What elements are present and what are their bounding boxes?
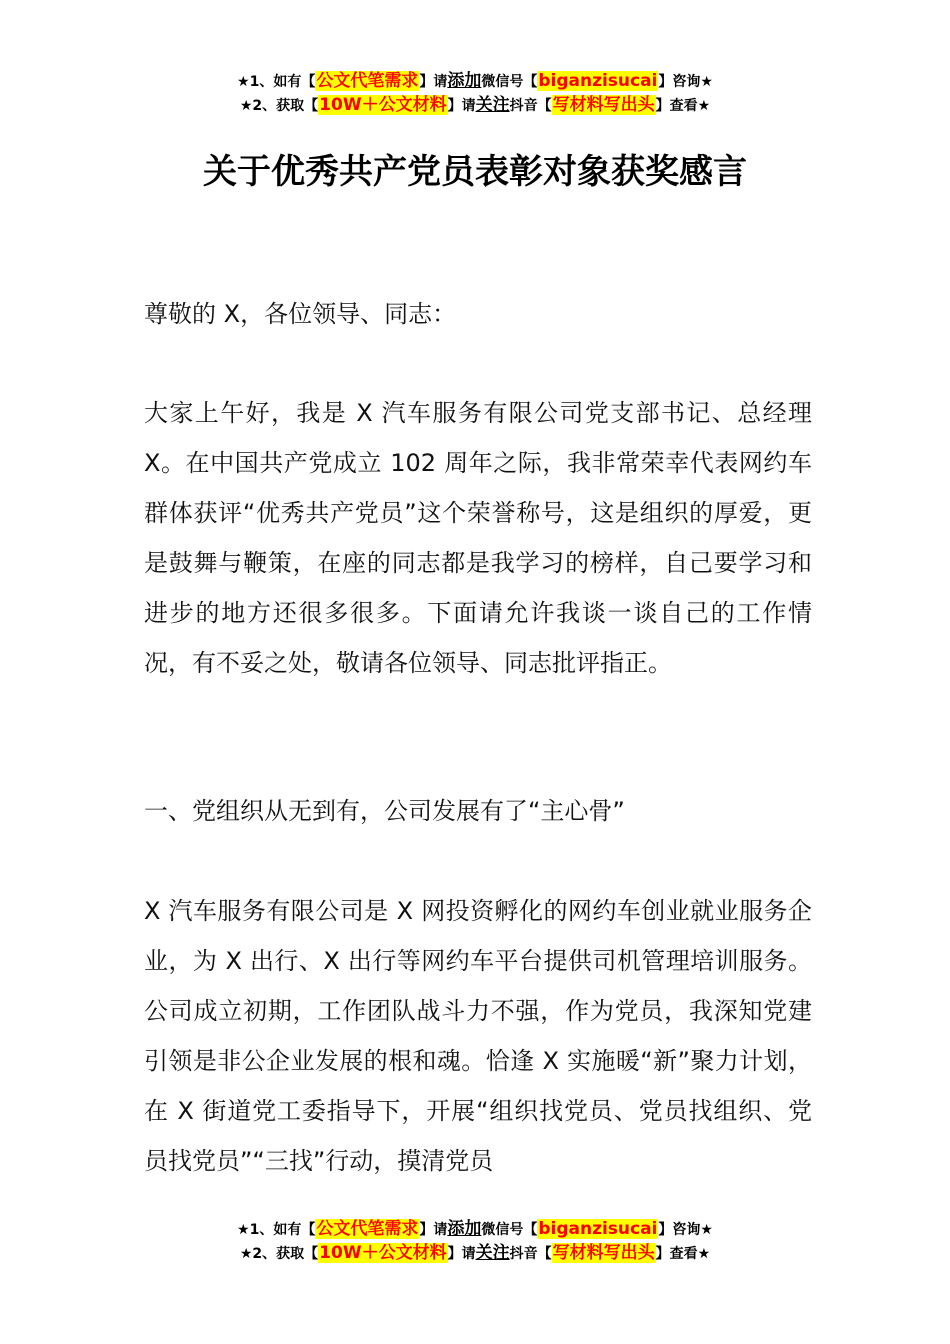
banner-text: 】请 xyxy=(447,1246,476,1262)
footer-banner xyxy=(0,1217,950,1265)
banner-text: 】请 xyxy=(419,1222,448,1238)
header-banner xyxy=(0,69,950,117)
banner-line-1 xyxy=(0,1217,950,1241)
banner-text: 】请 xyxy=(447,98,476,114)
banner-highlight-materials: 10W＋公文材料 xyxy=(319,95,447,115)
body-paragraph: X 汽车服务有限公司是 X 网投资孵化的网约车创业就业服务企业，为 X 出行、X 出行等网约车平台提供司机管理培训服务。公司成立初期，工作团队战斗力不强，作为党员，我深知党建引领是非公企业发展的根和魂。恰逢 X 实施暖“新”聚力计划，在 X 街道党工委指导下，开展“组织找党员、党员找组织、党员找党员”“三找”行动，摸清党员 xyxy=(144,897,812,1175)
banner-line-2 xyxy=(0,1241,950,1265)
banner-line-2 xyxy=(0,93,950,117)
banner-text: 微信号【 xyxy=(481,1222,538,1238)
banner-text: 】查看★ xyxy=(655,98,711,114)
intro-paragraph: 大家上午好，我是 X 汽车服务有限公司党支部书记、总经理 X。在中国共产党成立 102 周年之际，我非常荣幸代表网约车群体获评“优秀共产党员”这个荣誉称号，这是组织的厚爱，更是鼓舞与鞭策，在座的同志都是我学习的榜样，自己要学习和进步的地方还很多很多。下面请允许我谈一谈自己的工作情况，有不妥之处，敬请各位领导、同志批评指正。 xyxy=(144,399,812,677)
banner-highlight-service: 公文代笔需求 xyxy=(316,1219,419,1239)
banner-highlight-wechat: biganzisucai xyxy=(538,1219,658,1239)
banner-emphasis: 添加 xyxy=(447,1219,482,1239)
salutation-paragraph: 尊敬的 X，各位领导、同志： xyxy=(144,300,457,328)
banner-highlight-wechat: biganzisucai xyxy=(538,71,658,91)
banner-text: ★1、如有【 xyxy=(237,74,316,90)
banner-highlight-douyin: 写材料写出头 xyxy=(552,1243,655,1263)
banner-text: 抖音【 xyxy=(509,98,552,114)
banner-text: ★1、如有【 xyxy=(237,1222,316,1238)
banner-text: 】咨询★ xyxy=(658,1222,713,1238)
banner-text: 】查看★ xyxy=(655,1246,711,1262)
banner-text: 】请 xyxy=(419,74,448,90)
banner-text: 微信号【 xyxy=(481,74,538,90)
section-heading: 一、党组织从无到有，公司发展有了“主心骨” xyxy=(144,797,625,825)
banner-text: 】咨询★ xyxy=(658,74,713,90)
banner-line-1 xyxy=(0,69,950,93)
banner-text: 抖音【 xyxy=(509,1246,552,1262)
banner-text: ★2、获取【 xyxy=(239,1246,319,1262)
banner-emphasis: 关注 xyxy=(475,1243,510,1263)
banner-text: ★2、获取【 xyxy=(239,98,319,114)
banner-highlight-service: 公文代笔需求 xyxy=(316,71,419,91)
banner-emphasis: 关注 xyxy=(475,95,510,115)
banner-highlight-douyin: 写材料写出头 xyxy=(552,95,655,115)
banner-highlight-materials: 10W＋公文材料 xyxy=(319,1243,447,1263)
document-title: 关于优秀共产党员表彰对象获奖感言 xyxy=(203,152,747,192)
banner-emphasis: 添加 xyxy=(447,71,482,91)
